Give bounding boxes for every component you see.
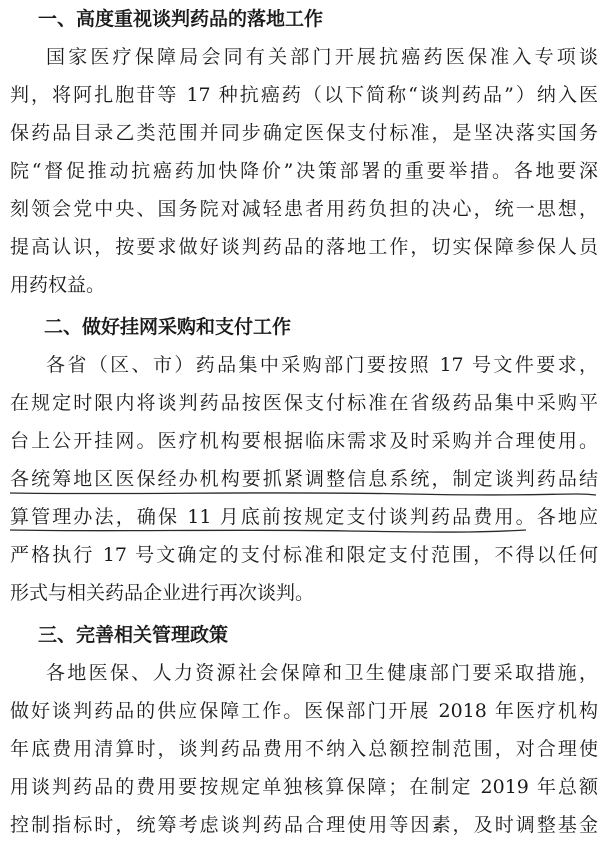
paragraph-line: 形式与相关药品企业进行再次谈判。 [10, 582, 315, 604]
paragraph-line: 院“督促推动抗癌药加快降价”决策部署的重要举措。各地要深 [10, 160, 598, 182]
paragraph-line: 年底费用清算时，谈判药品费用不纳入总额控制范围，对合理使 [10, 738, 598, 760]
paragraph-line: 控制指标时，统筹考虑谈判药品合理使用等因素，及时调整基金 [10, 814, 598, 836]
paragraph-line: 做好谈判药品的供应保障工作。医保部门开展 2018 年医疗机构 [10, 700, 598, 722]
paragraph-line: 刻领会党中央、国务院对减轻患者用药负担的决心，统一思想， [10, 198, 598, 220]
section-heading-2: 二、做好挂网采购和支付工作 [44, 316, 292, 338]
paragraph-line: 判，将阿扎胞苷等 17 种抗癌药（以下简称“谈判药品”）纳入医 [10, 84, 598, 106]
section-heading-3: 三、完善相关管理政策 [38, 624, 229, 646]
paragraph-line: 各省（区、市）药品集中采购部门要按照 17 号文件要求， [46, 354, 598, 376]
section-heading-1: 一、高度重视谈判药品的落地工作 [38, 8, 324, 30]
paragraph-line: 用谈判药品的费用要按规定单独核算保障；在制定 2019 年总额 [10, 776, 598, 798]
paragraph-line: 国家医疗保障局会同有关部门开展抗癌药医保准入专项谈 [46, 46, 598, 68]
paragraph-line: 提高认识，按要求做好谈判药品的落地工作，切实保障参保人员 [10, 236, 598, 258]
paragraph-line: 严格执行 17 号文确定的支付标准和限定支付范围，不得以任何 [10, 544, 598, 566]
paragraph-line-underlined: 各统筹地区医保经办机构要抓紧调整信息系统，制定谈判药品结 [10, 468, 598, 490]
paragraph-line: 在规定时限内将谈判药品按医保支付标准在省级药品集中采购平 [10, 392, 598, 414]
paragraph-line-underlined: 算管理办法，确保 11 月底前按规定支付谈判药品费用。各地应 [10, 506, 598, 528]
paragraph-line: 保药品目录乙类范围并同步确定医保支付标准，是坚决落实国务 [10, 122, 598, 144]
paragraph-line: 台上公开挂网。医疗机构要根据临床需求及时采购并合理使用。 [10, 430, 598, 452]
paragraph-line: 各地医保、人力资源社会保障和卫生健康部门要采取措施， [46, 662, 598, 684]
paragraph-line: 用药权益。 [10, 274, 106, 296]
